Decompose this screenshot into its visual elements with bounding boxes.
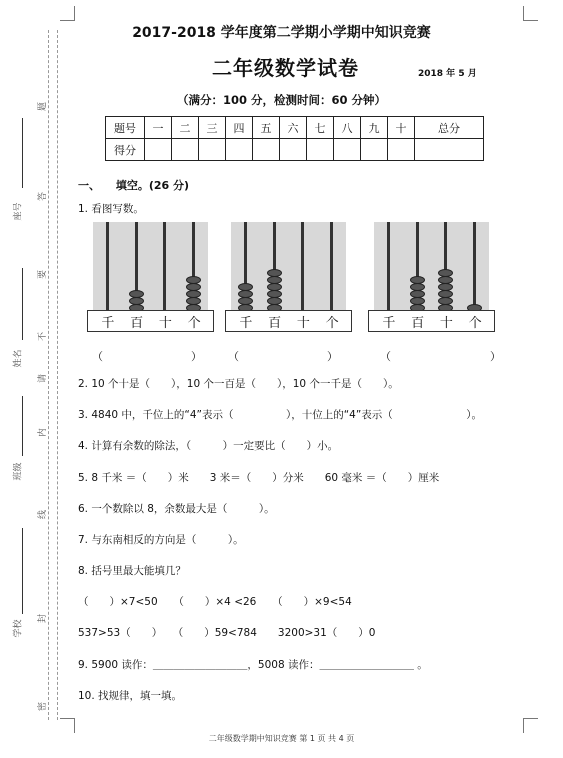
abacus-1 (93, 222, 208, 334)
seal-char: 封 (38, 613, 49, 624)
question-5: 5. 8 千米 ＝（ ）米 3 米＝（ ）分米 60 毫米 ＝（ ）厘米 (78, 472, 440, 484)
abacus-bead (238, 283, 253, 291)
score-cell[interactable] (226, 139, 253, 161)
table-cell: 一 (145, 117, 172, 139)
question-3: 3. 4840 中，千位上的“4”表示（ ），十位上的“4”表示（ ）。 (78, 409, 483, 421)
abacus-bead (267, 290, 282, 298)
table-cell: 九 (361, 117, 388, 139)
abacus-bead (267, 276, 282, 284)
abacus-bead (238, 290, 253, 298)
abacus-bead (129, 290, 144, 298)
exam-subtitle: 二年级数学试卷 (212, 56, 359, 80)
abacus-bead (410, 276, 425, 284)
abacus-3 (374, 222, 489, 334)
class-label: 班级 (13, 462, 24, 481)
seat-number-line (22, 118, 23, 188)
score-cell[interactable] (415, 139, 484, 161)
crop-mark-top-right (523, 6, 538, 21)
abacus-place-label: 十 (439, 316, 453, 331)
question-8-row-1: （ ）×7<50 （ ）×4 <26 （ ）×9<54 (78, 596, 352, 608)
table-cell: 三 (199, 117, 226, 139)
school-line (22, 528, 23, 614)
seal-char: 请 (38, 373, 49, 384)
question-9: 9. 5900 读作：＿＿＿＿＿＿＿＿＿，5008 读作：＿＿＿＿＿＿＿＿＿ 。 (78, 659, 428, 671)
score-cell[interactable] (334, 139, 361, 161)
table-cell: 四 (226, 117, 253, 139)
abacus-bead (129, 297, 144, 305)
abacus-place-label: 百 (268, 316, 282, 331)
abacus-place-label: 千 (382, 316, 396, 331)
abacus-bead (238, 297, 253, 305)
question-8-row-2: 537>53（ ） （ ）59<784 3200>31（ ）0 (78, 627, 376, 639)
score-info: （满分：100 分，检测时间：60 分钟） (176, 93, 386, 107)
section-number: 一、 (78, 179, 100, 192)
seal-char: 要 (38, 269, 49, 280)
score-cell[interactable] (145, 139, 172, 161)
table-cell: 六 (280, 117, 307, 139)
crop-mark-bottom-left (60, 718, 75, 733)
question-1: 1. 看图写数。 (78, 203, 144, 215)
seal-char: 题 (38, 101, 49, 112)
seal-char: 答 (38, 191, 49, 202)
abacus-label-bar (368, 310, 495, 332)
question-7: 7. 与东南相反的方向是（ ）。 (78, 534, 244, 546)
school-label: 学校 (13, 619, 24, 638)
table-cell: 题号 (106, 117, 145, 139)
abacus-place-label: 十 (296, 316, 310, 331)
binding-dashed-line (48, 30, 49, 720)
abacus-bead (410, 283, 425, 291)
binding-dashed-line-inner (57, 30, 58, 720)
table-cell: 二 (172, 117, 199, 139)
abacus-2 (231, 222, 346, 334)
abacus-frame (374, 222, 489, 310)
exam-title: 2017-2018 学年度第二学期小学期中知识竞赛 (132, 25, 431, 41)
answer-blank-3[interactable]: （ ） (380, 350, 501, 363)
seal-char: 线 (38, 509, 49, 520)
abacus-rod (473, 222, 476, 312)
answer-blank-1[interactable]: （ ） (92, 350, 202, 363)
abacus-bead (267, 297, 282, 305)
table-cell: 十 (388, 117, 415, 139)
abacus-rod (106, 222, 109, 312)
question-2: 2. 10 个十是（ ），10 个一百是（ ），10 个一千是（ ）。 (78, 378, 399, 390)
name-label: 姓名 (13, 349, 24, 368)
abacus-label-bar (87, 310, 214, 332)
abacus-label-bar (225, 310, 352, 332)
abacus-bead (410, 297, 425, 305)
abacus-bead (267, 269, 282, 277)
score-table-header-row (106, 117, 484, 139)
abacus-rod (163, 222, 166, 312)
abacus-place-label: 个 (468, 316, 482, 331)
seal-char: 密 (38, 701, 49, 712)
table-cell: 七 (307, 117, 334, 139)
question-8: 8. 括号里最大能填几？ (78, 565, 186, 577)
abacus-place-label: 千 (101, 316, 115, 331)
question-10: 10. 找规律，填一填。 (78, 690, 183, 702)
abacus-place-label: 个 (187, 316, 201, 331)
class-line (22, 396, 23, 456)
name-line (22, 268, 23, 340)
seal-char: 不 (38, 331, 49, 342)
table-cell: 总分 (415, 117, 484, 139)
table-cell: 八 (334, 117, 361, 139)
answer-blank-2[interactable]: （ ） (228, 350, 338, 363)
crop-mark-bottom-right (523, 718, 538, 733)
abacus-bead (410, 290, 425, 298)
score-cell[interactable] (172, 139, 199, 161)
crop-mark-top-left (60, 6, 75, 21)
score-cell[interactable] (388, 139, 415, 161)
score-cell[interactable] (253, 139, 280, 161)
score-cell[interactable] (307, 139, 334, 161)
table-cell: 五 (253, 117, 280, 139)
abacus-rod (301, 222, 304, 312)
table-cell: 得分 (106, 139, 145, 161)
abacus-place-label: 千 (239, 316, 253, 331)
abacus-bead (267, 283, 282, 291)
abacus-place-label: 十 (158, 316, 172, 331)
exam-date: 2018 年 5 月 (418, 69, 477, 79)
question-4: 4. 计算有余数的除法，（ ）一定要比（ ）小。 (78, 440, 339, 452)
seal-char: 内 (38, 427, 49, 438)
question-6: 6. 一个数除以 8，余数最大是（ ）。 (78, 503, 275, 515)
section-heading (78, 177, 189, 193)
abacus-place-label: 百 (411, 316, 425, 331)
score-cell[interactable] (361, 139, 388, 161)
section-title: 填空。(26 分) (115, 179, 190, 192)
abacus-rod (330, 222, 333, 312)
abacus-place-label: 个 (325, 316, 339, 331)
seat-number-label: 座号 (13, 202, 24, 221)
score-cell[interactable] (280, 139, 307, 161)
abacus-rod (387, 222, 390, 312)
score-cell[interactable] (199, 139, 226, 161)
score-table (105, 116, 484, 161)
score-table-score-row (106, 139, 484, 161)
page-footer: 二年级数学期中知识竞赛 第 1 页 共 4 页 (208, 734, 355, 743)
abacus-place-label: 百 (130, 316, 144, 331)
